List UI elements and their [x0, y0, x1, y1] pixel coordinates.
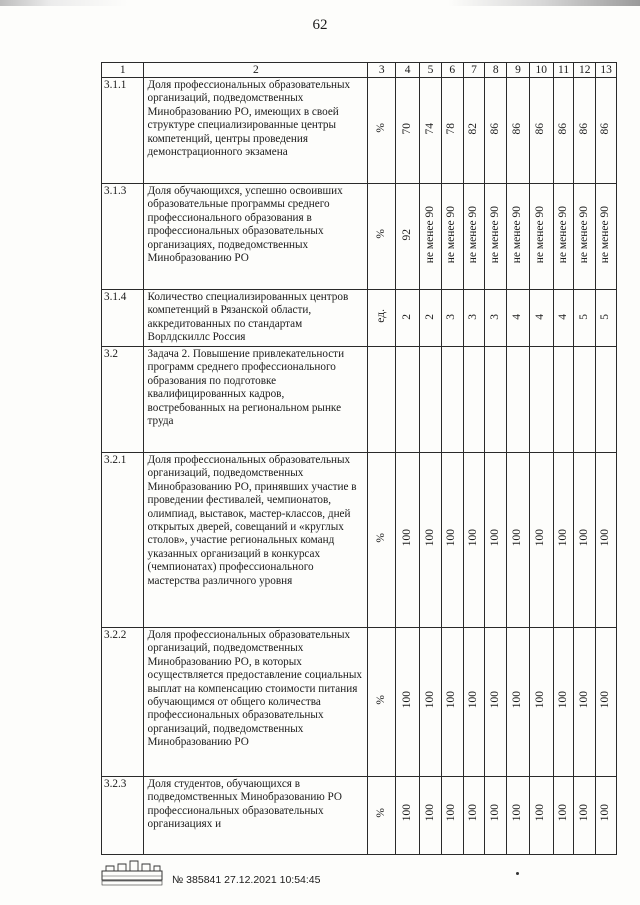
value-cell [441, 290, 463, 347]
value-cell [529, 627, 553, 776]
row-number: 3.1.4 [102, 290, 144, 347]
value-cell [420, 627, 442, 776]
unit-label: % [374, 532, 387, 543]
value-cell [441, 627, 463, 776]
value-cell [463, 627, 485, 776]
table-body [102, 63, 617, 855]
value-text: не менее 90 [445, 205, 458, 263]
value-cell [574, 184, 596, 290]
value-text: 100 [488, 804, 501, 822]
value-cell [529, 346, 553, 452]
value-cell [485, 627, 507, 776]
value-cell [529, 78, 553, 184]
value-text: 100 [488, 528, 501, 547]
unit-label: ед. [374, 308, 387, 323]
value-text: 86 [488, 122, 501, 135]
value-text: 100 [400, 528, 413, 547]
value-text: не менее 90 [577, 205, 590, 263]
value-cell [529, 290, 553, 347]
header-cell: 13 [596, 63, 617, 78]
indicator-name: Количество специализированных центров компетенций в Рязанской области, аккредитованных по стандартам Ворлдскиллс Россия [144, 290, 368, 347]
value-text: не менее 90 [599, 205, 612, 263]
value-cell [596, 346, 617, 452]
value-cell [463, 78, 485, 184]
value-cell [507, 776, 530, 854]
value-text: 100 [423, 804, 436, 822]
header-cell: 12 [574, 63, 596, 78]
value-cell [396, 346, 420, 452]
value-text: 100 [534, 690, 547, 709]
value-text: 100 [511, 690, 524, 709]
table-row [102, 78, 617, 184]
value-text: не менее 90 [556, 205, 569, 263]
value-cell [396, 627, 420, 776]
unit-cell [368, 290, 396, 347]
value-text: 100 [445, 804, 458, 822]
unit-cell [368, 184, 396, 290]
value-text: 100 [400, 690, 413, 709]
value-text: 100 [423, 528, 436, 547]
row-number: 3.1.3 [102, 184, 144, 290]
value-cell [420, 346, 442, 452]
scan-dot [516, 872, 519, 875]
value-text: 86 [556, 122, 569, 135]
value-cell [574, 776, 596, 854]
value-cell [485, 346, 507, 452]
value-cell [420, 78, 442, 184]
value-text: не менее 90 [511, 205, 524, 263]
value-cell [463, 290, 485, 347]
value-cell [507, 184, 530, 290]
value-cell [553, 290, 574, 347]
row-number: 3.2.3 [102, 776, 144, 854]
table-row [102, 627, 617, 776]
unit-cell [368, 346, 396, 452]
value-text: 3 [445, 314, 458, 321]
header-cell: 5 [420, 63, 442, 78]
value-cell [396, 452, 420, 627]
unit-cell [368, 78, 396, 184]
value-text: 100 [556, 690, 569, 709]
value-text: 100 [556, 804, 569, 822]
value-text: 86 [534, 122, 547, 135]
unit-cell [368, 627, 396, 776]
value-cell [441, 184, 463, 290]
value-cell [396, 78, 420, 184]
value-cell [574, 78, 596, 184]
value-cell [485, 184, 507, 290]
unit-cell [368, 452, 396, 627]
value-text: 100 [577, 804, 590, 822]
value-cell [463, 776, 485, 854]
value-text: 100 [599, 528, 612, 547]
value-cell [463, 346, 485, 452]
value-text: 100 [534, 804, 547, 822]
value-text: 100 [423, 690, 436, 709]
value-text: 100 [467, 804, 480, 822]
value-text: 2 [400, 314, 413, 321]
value-text: 5 [599, 314, 612, 321]
value-text: 70 [400, 122, 413, 135]
value-cell [441, 452, 463, 627]
header-cell: 4 [396, 63, 420, 78]
table-row [102, 346, 617, 452]
value-text: 100 [467, 528, 480, 547]
value-text: 86 [511, 122, 524, 135]
value-cell [485, 290, 507, 347]
value-text: 100 [534, 528, 547, 547]
value-cell [396, 290, 420, 347]
value-cell [529, 776, 553, 854]
value-cell [507, 627, 530, 776]
indicator-name: Доля профессиональных образовательных организаций, подведомственных Минобразованию РО, в которых осуществляется предоставление социальных выплат на компенсацию стоимости питания обучающимся от общего количества профессиональных образовательных организаций, подведомственных Минобразованию РО [144, 627, 368, 776]
value-cell [596, 627, 617, 776]
value-cell [396, 776, 420, 854]
value-text: 100 [599, 804, 612, 822]
value-text: не менее 90 [467, 205, 480, 263]
value-cell [529, 184, 553, 290]
value-text: 86 [577, 122, 590, 135]
value-cell [553, 627, 574, 776]
value-text: 74 [423, 122, 436, 135]
value-text: 100 [488, 690, 501, 709]
seal-emblem [100, 860, 168, 886]
value-text: 100 [577, 528, 590, 547]
value-cell [596, 78, 617, 184]
row-number: 3.2.1 [102, 452, 144, 627]
page-number: 62 [312, 17, 328, 33]
unit-label: % [374, 229, 387, 240]
value-text: 86 [599, 122, 612, 135]
value-text: 100 [511, 528, 524, 547]
unit-label: % [374, 123, 387, 134]
value-text: 82 [467, 122, 480, 135]
value-cell [507, 290, 530, 347]
value-cell [553, 776, 574, 854]
header-cell: 1 [102, 63, 144, 78]
value-cell [553, 452, 574, 627]
indicators-table [101, 62, 617, 855]
value-text: 3 [488, 314, 501, 321]
value-text: 4 [534, 314, 547, 321]
indicator-name: Доля обучающихся, успешно освоивших образовательные программы среднего профессионального образования в профессиональных образовательных организациях, подведомственных Минобразованию РО [144, 184, 368, 290]
value-cell [441, 346, 463, 452]
unit-cell [368, 776, 396, 854]
value-text: не менее 90 [423, 205, 436, 263]
header-cell: 7 [463, 63, 485, 78]
value-cell [596, 184, 617, 290]
header-cell: 9 [507, 63, 530, 78]
header-cell: 6 [441, 63, 463, 78]
value-text: не менее 90 [534, 205, 547, 263]
value-cell [596, 290, 617, 347]
header-cell: 3 [368, 63, 396, 78]
document-id: № 385841 27.12.2021 10:54:45 [172, 874, 321, 886]
table-row [102, 290, 617, 347]
value-cell [396, 184, 420, 290]
value-cell [485, 776, 507, 854]
row-number: 3.1.1 [102, 78, 144, 184]
indicator-name: Доля студентов, обучающихся в подведомственных Минобразованию РО профессиональных образовательных организациях и [144, 776, 368, 854]
header-cell: 11 [553, 63, 574, 78]
value-text: 100 [445, 690, 458, 709]
value-cell [507, 452, 530, 627]
value-cell [485, 78, 507, 184]
value-cell [553, 78, 574, 184]
value-text: 100 [599, 690, 612, 709]
header-cell: 10 [529, 63, 553, 78]
value-text: 100 [467, 690, 480, 709]
value-cell [441, 78, 463, 184]
value-text: 4 [556, 314, 569, 321]
unit-label: % [374, 694, 387, 705]
table-row [102, 776, 617, 854]
value-text: 100 [577, 690, 590, 709]
value-text: 100 [556, 528, 569, 547]
unit-label: % [374, 808, 387, 818]
header-cell: 8 [485, 63, 507, 78]
value-cell [463, 452, 485, 627]
value-text: 100 [400, 804, 413, 822]
row-number: 3.2.2 [102, 627, 144, 776]
table-row [102, 184, 617, 290]
value-cell [596, 452, 617, 627]
value-cell [420, 776, 442, 854]
value-cell [574, 290, 596, 347]
value-cell [463, 184, 485, 290]
value-text: 92 [400, 228, 413, 241]
value-cell [553, 184, 574, 290]
value-cell [574, 452, 596, 627]
value-cell [507, 78, 530, 184]
header-cell: 2 [144, 63, 368, 78]
table-header-row [102, 63, 617, 78]
value-cell [420, 290, 442, 347]
value-cell [420, 184, 442, 290]
value-text: 3 [467, 314, 480, 321]
indicator-name: Доля профессиональных образовательных организаций, подведомственных Минобразованию РО, принявших участие в проведении фестивалей, чемпионатов, олимпиад, выставок, мастер-классов, дней открытых дверей, совещаний и «круглых столов», участие региональных команд указанных организаций в конкурсах (чемпионатах) профессионального мастерства различного уровня [144, 452, 368, 627]
value-text: 4 [511, 314, 524, 321]
indicator-name: Доля профессиональных образовательных организаций, подведомственных Минобразованию РО, имеющих в своей структуре специализированные центры компетенций, центры проведения демонстрационного экзамена [144, 78, 368, 184]
row-number: 3.2 [102, 346, 144, 452]
value-text: не менее 90 [488, 205, 501, 263]
value-cell [574, 627, 596, 776]
value-cell [574, 346, 596, 452]
value-cell [485, 452, 507, 627]
scan-edge [0, 0, 640, 6]
indicator-name: Задача 2. Повышение привлекательности программ среднего профессионального образования по подготовке квалифицированных кадров, востребованных на региональном рынке труда [144, 346, 368, 452]
value-cell [529, 452, 553, 627]
value-cell [553, 346, 574, 452]
value-text: 5 [577, 314, 590, 321]
value-cell [420, 452, 442, 627]
value-cell [596, 776, 617, 854]
value-text: 2 [423, 314, 436, 321]
value-text: 100 [511, 804, 524, 822]
value-cell [441, 776, 463, 854]
table-row [102, 452, 617, 627]
value-text: 100 [445, 528, 458, 547]
value-cell [507, 346, 530, 452]
value-text: 78 [445, 122, 458, 135]
